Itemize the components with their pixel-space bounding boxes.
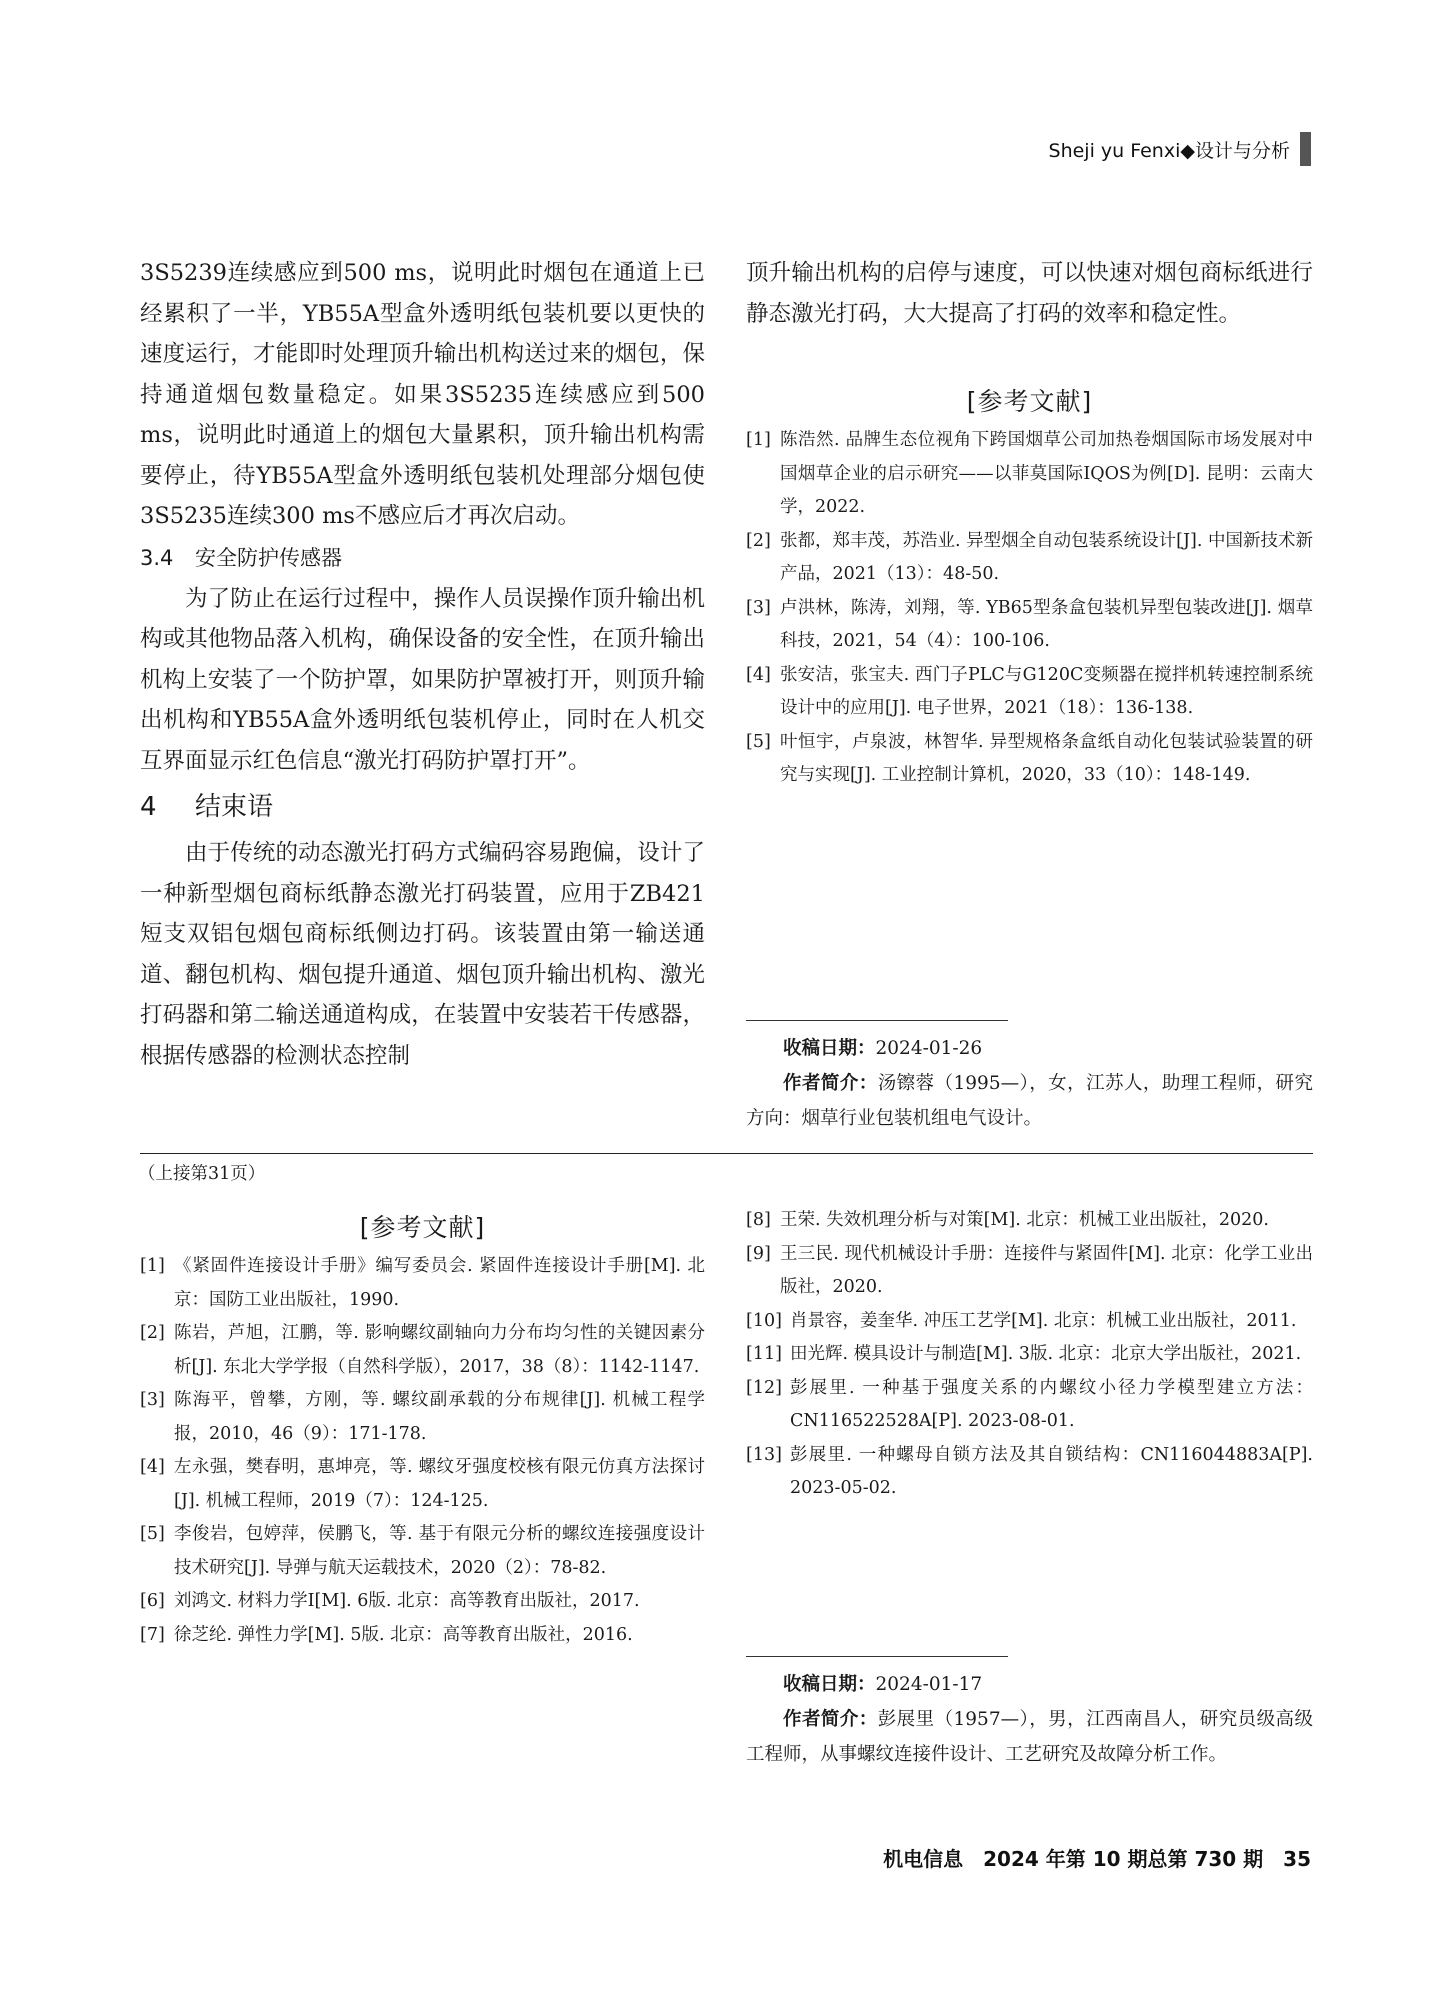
reference-text: 肖景容，姜奎华. 冲压工艺学[M]. 北京：机械工业出版社，2011. <box>790 1310 1297 1331</box>
section-number: 4 <box>140 792 157 822</box>
author-note <box>746 1702 1313 1772</box>
reference-item <box>746 726 1313 793</box>
section-heading-4 <box>140 781 705 833</box>
reference-text: 卢洪林，陈涛，刘翔，等. YB65型条盒包装机异型包装改进[J]. 烟草科技，2021，54（4）：100-106. <box>780 597 1313 651</box>
reference-item <box>746 1204 1313 1238</box>
reference-item <box>746 1338 1313 1372</box>
reference-number: [2] <box>746 530 771 551</box>
body-paragraph: 由于传统的动态激光打码方式编码容易跑偏，设计了一种新型烟包商标纸静态激光打码装置，应用于ZB421短支双铝包烟包商标纸侧边打码。该装置由第一输送通道、翻包机构、烟包提升通道、烟包顶升输出机构、激光打码器和第二输送通道构成，在装置中安装若干传感器，根据传感器的检测状态控制 <box>140 840 705 1069</box>
reference-item <box>746 1372 1313 1439</box>
page-footer: 机电信息 2024 年第 10 期总第 730 期 35 <box>883 1847 1311 1871</box>
reference-text: 《紧固件连接设计手册》编写委员会. 紧固件连接设计手册[M]. 北京：国防工业出版社，1990. <box>174 1256 705 1310</box>
reference-number: [3] <box>746 597 771 618</box>
reference-text: 叶恒宇，卢泉波，林智华. 异型规格条盒纸自动化包装试验装置的研究与实现[J]. 工业控制计算机，2020，33（10）：148-149. <box>780 731 1313 785</box>
reference-text: 刘鸿文. 材料力学Ⅰ[M]. 6版. 北京：高等教育出版社，2017. <box>174 1591 640 1611</box>
upper-article-notes <box>746 1020 1313 1136</box>
received-date: 2024-01-17 <box>875 1674 983 1695</box>
header-bar-mark <box>1300 132 1311 166</box>
author-text: 汤镲蓉（1995—），女，江苏人，助理工程师，研究方向：烟草行业包装机组电气设计。 <box>746 1073 1313 1129</box>
received-date: 2024-01-26 <box>875 1038 983 1059</box>
section-title: 安全防护传感器 <box>195 545 342 570</box>
continued-from-note: （上接第31页） <box>138 1164 266 1184</box>
notes-divider <box>746 1656 1008 1657</box>
reference-text: 陈浩然. 品牌生态位视角下跨国烟草公司加热卷烟国际市场发展对中国烟草企业的启示研究——以菲莫国际IQOS为例[D]. 昆明：云南大学，2022. <box>780 430 1313 517</box>
section-number: 3.4 <box>140 545 174 570</box>
reference-number: [2] <box>140 1323 165 1343</box>
reference-text: 左永强，樊春明，惠坤亮，等. 螺纹牙强度校核有限元仿真方法探讨[J]. 机械工程师，2019（7）：124-125. <box>174 1457 705 1511</box>
received-label: 收稿日期： <box>783 1038 876 1059</box>
reference-number: [11] <box>746 1344 782 1364</box>
author-text: 彭展里（1957—），男，江西南昌人，研究员级高级工程师，从事螺纹连接件设计、工艺研究及故障分析工作。 <box>746 1709 1313 1765</box>
reference-text: 王三民. 现代机械设计手册：连接件与紧固件[M]. 北京：化学工业出版社，2020. <box>780 1243 1313 1297</box>
article-divider <box>140 1153 1313 1154</box>
reference-list <box>746 1204 1313 1506</box>
reference-text: 李俊岩，包婷萍，侯鹏飞，等. 基于有限元分析的螺纹连接强度设计技术研究[J]. 导弹与航天运载技术，2020（2）：78-82. <box>174 1524 705 1578</box>
reference-text: 陈海平，曾攀，方刚，等. 螺纹副承载的分布规律[J]. 机械工程学报，2010，46（9）：171-178. <box>174 1390 705 1444</box>
upper-left-column <box>140 253 705 1076</box>
reference-item <box>746 592 1313 659</box>
running-head-text: Sheji yu Fenxi◆设计与分析 <box>1048 139 1290 162</box>
upper-right-column <box>746 253 1313 793</box>
reference-text: 徐芝纶. 弹性力学[M]. 5版. 北京：高等教育出版社，2016. <box>174 1624 633 1645</box>
reference-number: [5] <box>746 731 771 752</box>
lower-article-notes <box>746 1656 1313 1772</box>
references-title: [参考文献] <box>359 1213 486 1242</box>
received-date-note <box>746 1031 1313 1066</box>
reference-item <box>140 1384 705 1451</box>
reference-text: 田光辉. 模具设计与制造[M]. 3版. 北京：北京大学出版社，2021. <box>790 1344 1302 1364</box>
reference-item <box>140 1451 705 1518</box>
reference-item <box>746 659 1313 726</box>
reference-item <box>746 1439 1313 1506</box>
reference-item <box>140 1619 705 1653</box>
reference-text: 陈岩，芦旭，江鹏，等. 影响螺纹副轴向力分布均匀性的关键因素分析[J]. 东北大学学报（自然科学版），2017，38（8）：1142-1147. <box>174 1323 705 1377</box>
author-label: 作者简介： <box>783 1073 878 1094</box>
body-paragraph: 顶升输出机构的启停与速度，可以快速对烟包商标纸进行静态激光打码，大大提高了打码的效率和稳定性。 <box>746 260 1313 327</box>
reference-item <box>140 1518 705 1585</box>
body-paragraph: 为了防止在运行过程中，操作人员误操作顶升输出机构或其他物品落入机构，确保设备的安全性，在顶升输出机构上安装了一个防护罩，如果防护罩被打开，则顶升输出机构和YB55A盒外透明纸包装机停止，同时在人机交互界面显示红色信息“激光打码防护罩打开”。 <box>140 585 705 774</box>
reference-number: [10] <box>746 1310 782 1331</box>
reference-number: [5] <box>140 1524 165 1544</box>
reference-number: [7] <box>140 1624 165 1645</box>
reference-text: 张都，郑丰茂，苏浩业. 异型烟全自动包装系统设计[J]. 中国新技术新产品，2021（13）：48-50. <box>780 530 1313 584</box>
lower-right-column <box>746 1204 1313 1506</box>
author-label: 作者简介： <box>783 1709 878 1730</box>
reference-number: [8] <box>746 1210 771 1230</box>
reference-number: [4] <box>746 664 771 685</box>
reference-text: 张安洁，张宝夫. 西门子PLC与G120C变频器在搅拌机转速控制系统设计中的应用[J]. 电子世界，2021（18）：136-138. <box>780 664 1313 718</box>
section-title: 结束语 <box>195 792 274 822</box>
reference-text: 彭展里. 一种螺母自锁方法及其自锁结构：CN116044883A[P]. 2023-05-02. <box>790 1444 1313 1498</box>
reference-text: 彭展里. 一种基于强度关系的内螺纹小径力学模型建立方法：CN116522528A[P]. 2023-08-01. <box>790 1377 1313 1431</box>
received-date-note <box>746 1667 1313 1702</box>
body-paragraph: 3S5239连续感应到500 ms，说明此时烟包在通道上已经累积了一半，YB55A型盒外透明纸包装机要以更快的速度运行，才能即时处理顶升输出机构送过来的烟包，保持通道烟包数量稳定。如果3S5235连续感应到500 ms，说明此时通道上的烟包大量累积，顶升输出机构需要停止，待YB55A型盒外透明纸包装机处理部分烟包使3S5235连续300 ms不感应后才再次启动。 <box>140 260 705 529</box>
author-note <box>746 1066 1313 1136</box>
reference-number: [6] <box>140 1591 165 1611</box>
reference-item <box>746 1305 1313 1339</box>
section-heading-3-4 <box>140 539 705 577</box>
references-title: [参考文献] <box>966 387 1093 416</box>
running-header <box>1049 132 1311 166</box>
reference-item <box>746 424 1313 525</box>
reference-number: [9] <box>746 1243 771 1264</box>
reference-number: [1] <box>746 430 771 450</box>
reference-item <box>746 1238 1313 1305</box>
reference-number: [4] <box>140 1457 165 1477</box>
reference-text: 王荣. 失效机理分析与对策[M]. 北京：机械工业出版社，2020. <box>780 1210 1269 1230</box>
reference-item <box>140 1585 705 1619</box>
reference-number: [13] <box>746 1444 782 1465</box>
received-label: 收稿日期： <box>783 1674 876 1695</box>
reference-number: [3] <box>140 1390 165 1410</box>
reference-number: [1] <box>140 1256 165 1276</box>
reference-item <box>140 1317 705 1384</box>
notes-divider <box>746 1020 1008 1021</box>
reference-list <box>140 1250 705 1652</box>
lower-left-column <box>140 1208 705 1652</box>
reference-item <box>140 1250 705 1317</box>
reference-number: [12] <box>746 1377 782 1398</box>
reference-item <box>746 525 1313 592</box>
reference-list <box>746 424 1313 793</box>
